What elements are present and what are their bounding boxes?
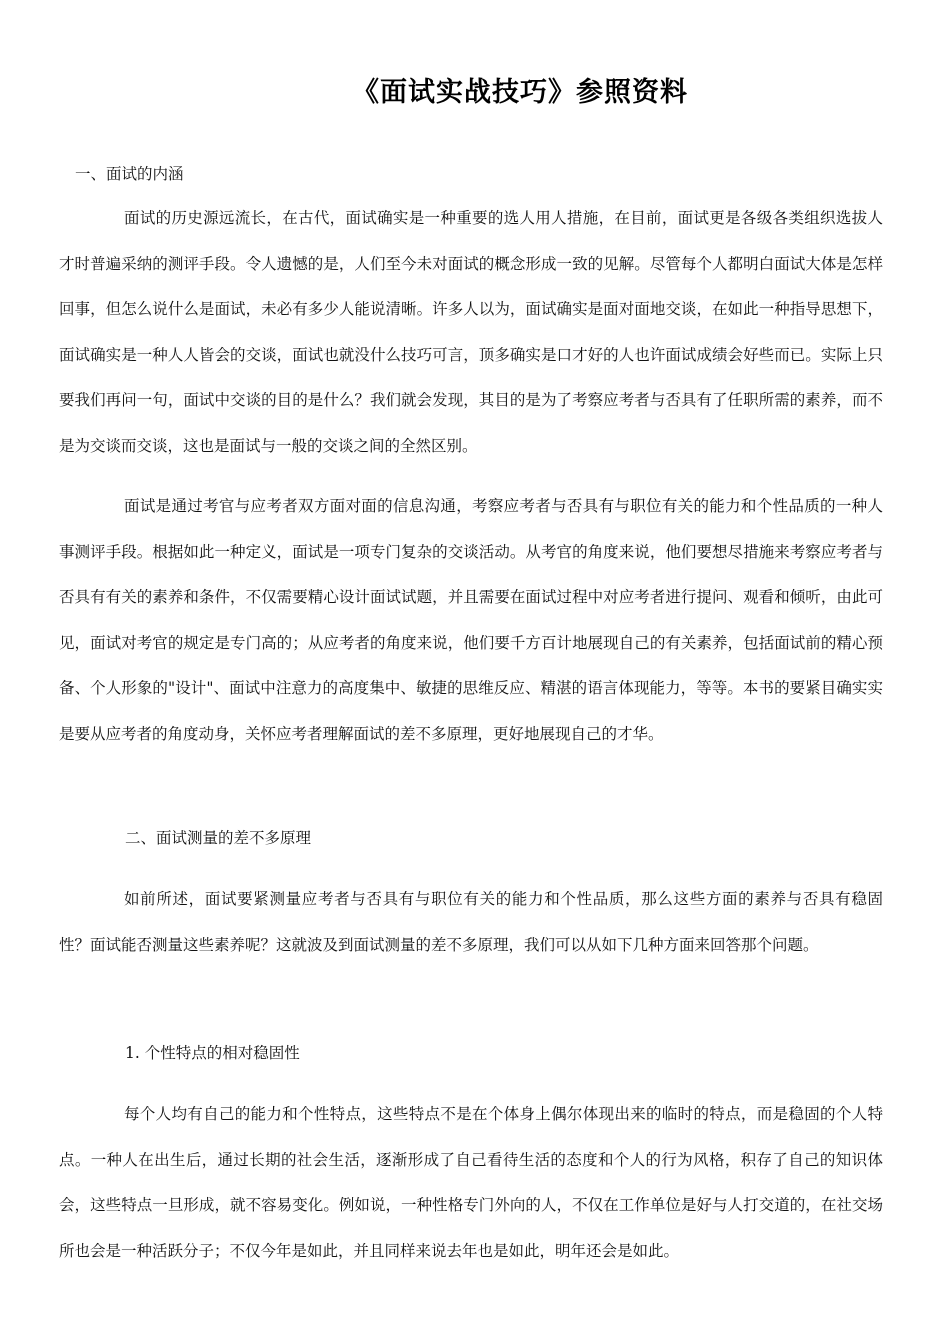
paragraph-3: 如前所述，面试要紧测量应考者与否具有与职位有关的能力和个性品质，那么这些方面的素养与否具有稳固性？面试能否测量这些素养呢？这就波及到面试测量的差不多原理，我们可以从如下几种方面来回答那个问题。 (59, 890, 883, 954)
document-title (0, 70, 950, 109)
section-heading-2: 二、面试测量的差不多原理 (125, 829, 312, 847)
section-heading-1: 一、面试的内涵 (75, 165, 184, 183)
paragraph-1: 面试的历史源远流长，在古代，面试确实是一种重要的选人用人措施，在目前，面试更是各级各类组织选拔人才时普遍采纳的测评手段。令人遗憾的是，人们至今未对面试的概念形成一致的见解。尽管每个人都明白面试大体是怎样回事，但怎么说什么是面试，未必有多少人能说清晰。许多人以为，面试确实是面对面地交谈，在如此一种指导思想下，面试确实是一种人人皆会的交谈，面试也就没什么技巧可言，顶多确实是口才好的人也许面试成绩会好些而已。实际上只要我们再问一句，面试中交谈的目的是什么？我们就会发现，其目的是为了考察应考者与否具有了任职所需的素养，而不是为交谈而交谈，这也是面试与一般的交谈之间的全然区别。 (59, 209, 883, 455)
title-text: 《面试实战技巧》参照资料 (352, 77, 688, 108)
subsection-heading-1: 1. 个性特点的相对稳固性 (125, 1044, 300, 1062)
paragraph-4: 每个人均有自己的能力和个性特点，这些特点不是在个体身上偶尔体现出来的临时的特点，而是稳固的个人特点。一种人在出生后，通过长期的社会生活，逐渐形成了自己看待生活的态度和个人的行为风格，积存了自己的知识体会，这些特点一旦形成，就不容易变化。例如说，一种性格专门外向的人，不仅在工作单位是好与人打交道的，在社交场所也会是一种活跃分子；不仅今年是如此，并且同样来说去年也是如此，明年还会是如此。 (59, 1105, 883, 1260)
paragraph-2: 面试是通过考官与应考者双方面对面的信息沟通，考察应考者与否具有与职位有关的能力和个性品质的一种人事测评手段。根据如此一种定义，面试是一项专门复杂的交谈活动。从考官的角度来说，他们要想尽措施来考察应考者与否具有有关的素养和条件，不仅需要精心设计面试试题，并且需要在面试过程中对应考者进行提问、观看和倾听，由此可见，面试对考官的规定是专门高的；从应考者的角度来说，他们要千方百计地展现自己的有关素养，包括面试前的精心预备、个人形象的"设计"、面试中注意力的高度集中、敏捷的思维反应、精湛的语言体现能力，等等。本书的要紧目确实实是要从应考者的角度动身，关怀应考者理解面试的差不多原理，更好地展现自己的才华。 (59, 497, 883, 743)
